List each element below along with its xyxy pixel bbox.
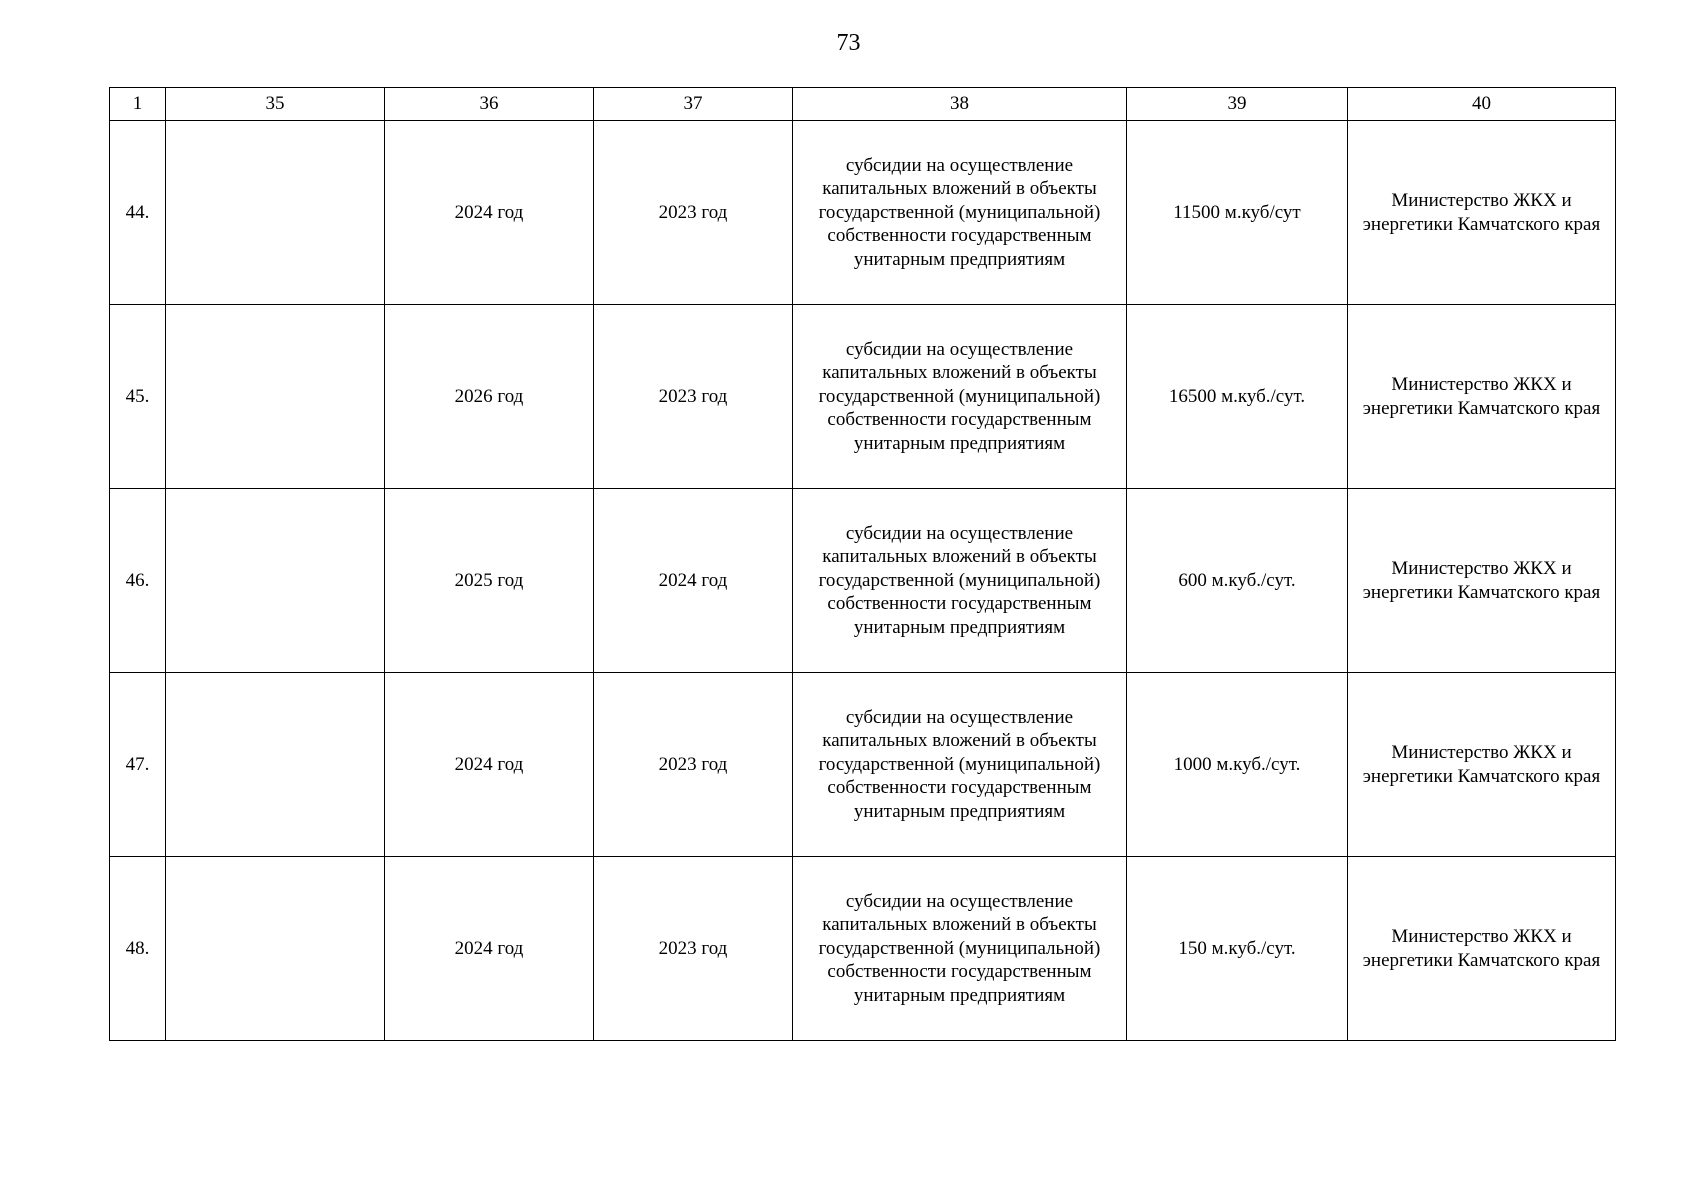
col-36-cell: 2024 год <box>385 121 594 305</box>
table-row <box>110 673 1616 857</box>
col-39-cell: 600 м.куб./сут. <box>1127 489 1348 673</box>
col-40-cell: Министерство ЖКХ и энергетики Камчатского края <box>1348 305 1616 489</box>
table-row <box>110 305 1616 489</box>
col-36-cell: 2026 год <box>385 305 594 489</box>
row-number-cell: 44. <box>110 121 166 305</box>
col-39-cell: 150 м.куб./сут. <box>1127 857 1348 1041</box>
col-39-cell: 16500 м.куб./сут. <box>1127 305 1348 489</box>
table-row <box>110 121 1616 305</box>
column-header-35: 35 <box>166 88 385 121</box>
column-header-37: 37 <box>594 88 793 121</box>
col-35-cell <box>166 857 385 1041</box>
col-39-cell: 1000 м.куб./сут. <box>1127 673 1348 857</box>
table-row <box>110 489 1616 673</box>
col-40-cell: Министерство ЖКХ и энергетики Камчатского края <box>1348 673 1616 857</box>
col-35-cell <box>166 305 385 489</box>
row-number-cell: 48. <box>110 857 166 1041</box>
col-40-cell: Министерство ЖКХ и энергетики Камчатского края <box>1348 857 1616 1041</box>
col-37-cell: 2023 год <box>594 857 793 1041</box>
column-header-38: 38 <box>793 88 1127 121</box>
column-header-39: 39 <box>1127 88 1348 121</box>
col-40-cell: Министерство ЖКХ и энергетики Камчатского края <box>1348 489 1616 673</box>
data-table <box>109 87 1616 1041</box>
header-row <box>110 88 1616 121</box>
col-36-cell: 2025 год <box>385 489 594 673</box>
row-number-cell: 46. <box>110 489 166 673</box>
col-38-cell: субсидии на осуществление капитальных вложений в объекты государственной (муниципальной) собственности государственным унитарным предприятиям <box>793 489 1127 673</box>
col-35-cell <box>166 121 385 305</box>
col-36-cell: 2024 год <box>385 857 594 1041</box>
table-row <box>110 857 1616 1041</box>
col-37-cell: 2023 год <box>594 673 793 857</box>
col-39-cell: 11500 м.куб/сут <box>1127 121 1348 305</box>
col-35-cell <box>166 673 385 857</box>
col-37-cell: 2024 год <box>594 489 793 673</box>
col-38-cell: субсидии на осуществление капитальных вложений в объекты государственной (муниципальной) собственности государственным унитарным предприятиям <box>793 857 1127 1041</box>
row-number-cell: 47. <box>110 673 166 857</box>
col-37-cell: 2023 год <box>594 305 793 489</box>
col-38-cell: субсидии на осуществление капитальных вложений в объекты государственной (муниципальной) собственности государственным унитарным предприятиям <box>793 121 1127 305</box>
col-35-cell <box>166 489 385 673</box>
col-40-cell: Министерство ЖКХ и энергетики Камчатского края <box>1348 121 1616 305</box>
column-header-40: 40 <box>1348 88 1616 121</box>
row-number-cell: 45. <box>110 305 166 489</box>
col-38-cell: субсидии на осуществление капитальных вложений в объекты государственной (муниципальной) собственности государственным унитарным предприятиям <box>793 673 1127 857</box>
col-36-cell: 2024 год <box>385 673 594 857</box>
page-number: 73 <box>836 30 861 56</box>
col-37-cell: 2023 год <box>594 121 793 305</box>
column-header-1: 1 <box>110 88 166 121</box>
col-38-cell: субсидии на осуществление капитальных вложений в объекты государственной (муниципальной) собственности государственным унитарным предприятиям <box>793 305 1127 489</box>
column-header-36: 36 <box>385 88 594 121</box>
